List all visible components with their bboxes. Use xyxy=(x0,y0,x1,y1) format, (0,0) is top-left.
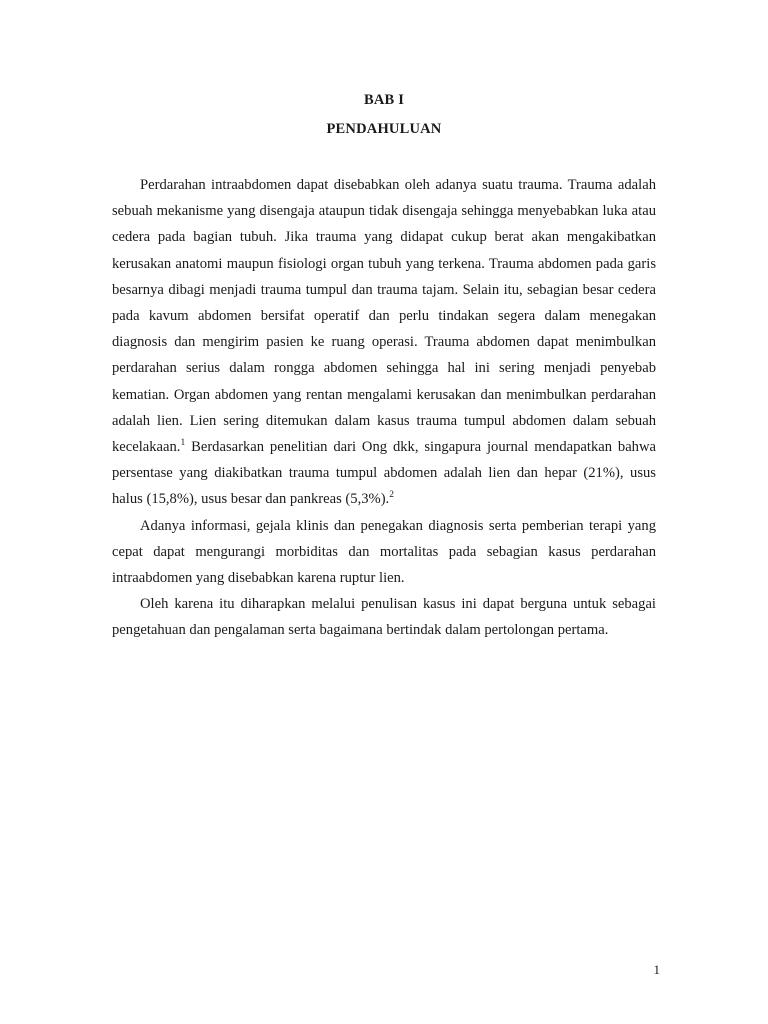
chapter-title: PENDAHULUAN xyxy=(326,121,442,137)
paragraph-text: Berdasarkan penelitian dari Ong dkk, singapura journal mendapatkan bahwa persentase yang diakibatkan trauma tumpul abdomen adalah lien dan hepar (21%), usus halus (15,8%), usus besar dan pankreas (5,3%). xyxy=(112,439,656,508)
footnote-reference: 2 xyxy=(389,490,394,501)
paragraph-introduction xyxy=(112,172,656,513)
paragraph-information: Adanya informasi, gejala klinis dan penegakan diagnosis serta pemberian terapi yang cepat dapat mengurangi morbiditas dan mortalitas pada sebagian kasus perdarahan intraabdomen yang disebabkan karena ruptur lien. xyxy=(112,517,656,587)
paragraph-text: Perdarahan intraabdomen dapat disebabkan oleh adanya suatu trauma. Trauma adalah sebuah mekanisme yang disengaja ataupun tidak disengaja sehingga menyebabkan luka atau cedera pada bagian tubuh. Jika trauma yang didapat cukup berat akan mengakibatkan kerusakan anatomi maupun fisiologi organ tubuh yang terkena. Trauma abdomen pada garis besarnya dibagi menjadi trauma tumpul dan trauma tajam. Selain itu, sebagian besar cedera pada kavum abdomen bersifat operatif dan perlu tindakan segera dalam menegakan diagnosis dan mengirim pasien ke ruang operasi. Trauma abdomen dapat menimbulkan perdarahan serius dalam rongga abdomen sehingga hal ini sering menjadi penyebab kematian. Organ abdomen yang rentan mengalami kerusakan dan menimbulkan perdarahan adalah lien. Lien sering ditemukan dalam kasus trauma tumpul abdomen dalam sebuah kecelakaan. xyxy=(112,177,656,456)
footnote-reference: 1 xyxy=(180,438,186,449)
paragraph-purpose: Oleh karena itu diharapkan melalui penulisan kasus ini dapat berguna untuk sebagai pengetahuan dan pengalaman serta bagaimana bertindak dalam pertolongan pertama. xyxy=(112,596,656,639)
chapter-number: BAB I xyxy=(363,92,405,108)
body-text xyxy=(112,172,656,644)
page-number: 1 xyxy=(653,962,660,977)
